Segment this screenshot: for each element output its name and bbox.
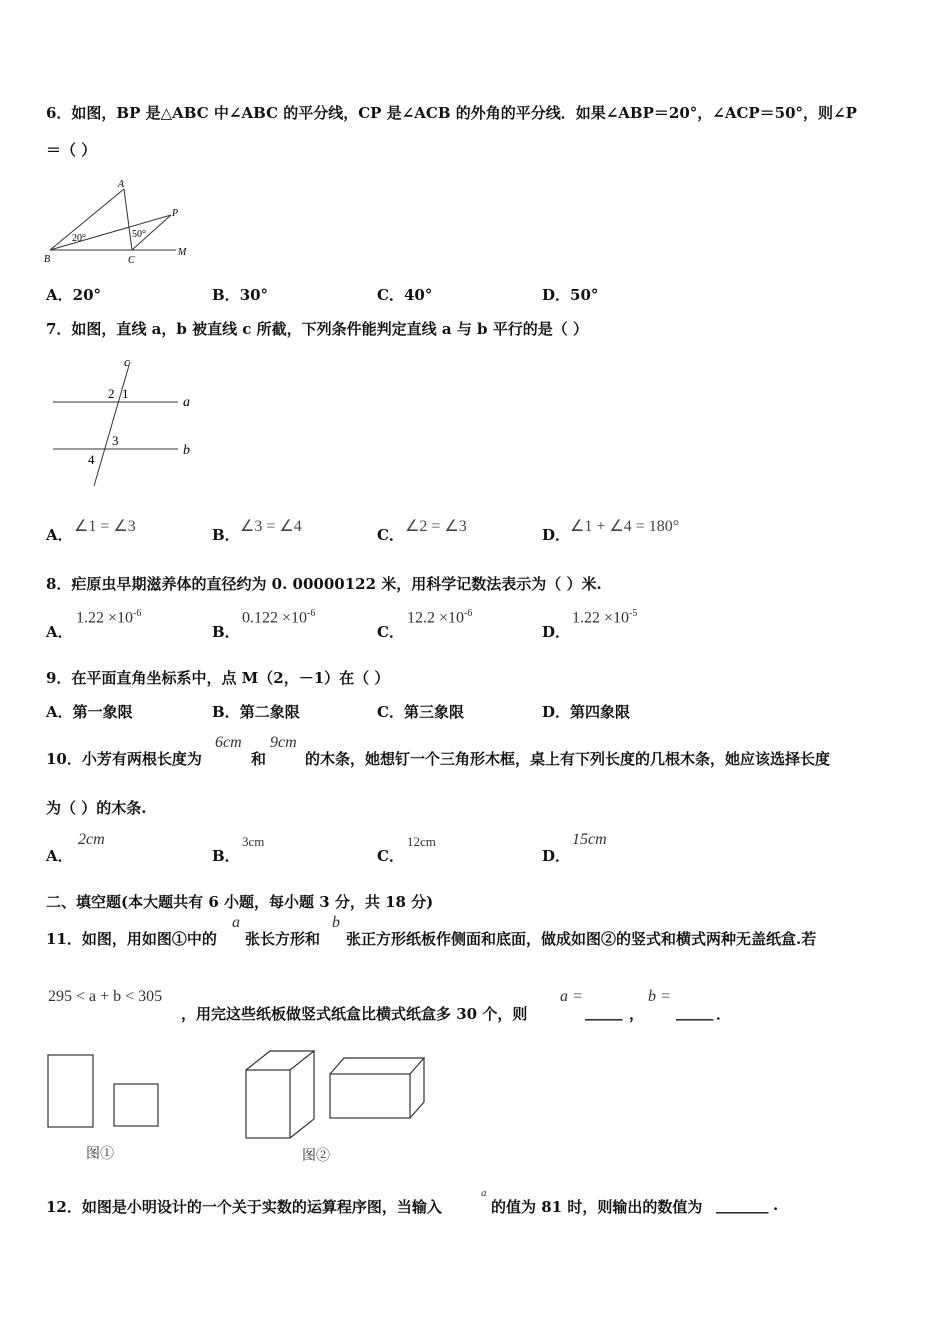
q10-and: 和 (251, 750, 267, 768)
q7-option-c-key[interactable]: C． (377, 526, 404, 544)
q8-option-a-val: $1.22 \times 10^{-6}$ (76, 608, 142, 627)
q11-text-part2: 张长方形和 (245, 930, 321, 948)
q7-line-c (94, 362, 130, 486)
q11-fig1-caption: 图① (86, 1147, 114, 1162)
q10-option-a-key[interactable]: A． (46, 847, 73, 865)
q10-option-c-key[interactable]: C． (377, 847, 404, 865)
q11-fig2-horizontal-box-side (410, 1058, 424, 1118)
q11-answer-a-label: a = (560, 988, 583, 1005)
q9-option-a[interactable]: A．第一象限 (46, 703, 133, 721)
q7-angle-2: 2 (108, 386, 115, 401)
q11-text-part4: ，用完这些纸板做竖式纸盒比横式纸盒多 30 个，则 (181, 1005, 528, 1023)
q8-text: 8．疟原虫早期滋养体的直径约为 0. 00000122 米，用科学记数法表示为（ ）米. (46, 575, 602, 593)
q6-angle-50: 50° (132, 229, 146, 240)
q11-fig2-horizontal-box-top (330, 1058, 424, 1074)
q7-label-c: c (124, 354, 130, 369)
section-heading-fill-in: 二、填空题(本大题共有 6 小题，每小题 3 分，共 18 分) (46, 893, 434, 911)
q11-text-part3: 张正方形纸板作侧面和底面，做成如图②的竖式和横式两种无盖纸盒.若 (346, 930, 817, 948)
q7-angle-3: 3 (112, 433, 119, 448)
q11-answer-a-blank[interactable]: _____ (585, 1003, 623, 1021)
q12-text-part1: 12．如图是小明设计的一个关于实数的运算程序图，当输入 (46, 1198, 442, 1216)
q10-option-d-key[interactable]: D． (542, 847, 571, 865)
q10-text-part2: 的木条，她想钉一个三角形木框，桌上有下列长度的几根木条，她应该选择长度 (305, 750, 831, 768)
q12-answer-blank[interactable]: _______ (716, 1196, 769, 1214)
q6-option-c[interactable]: C．40° (377, 286, 433, 304)
q9-text: 9．在平面直角坐标系中，点 M（2，－1）在（ ） (46, 669, 390, 687)
q11-var-b: b (332, 914, 340, 931)
q11-answer-b-blank[interactable]: _____ (676, 1003, 714, 1021)
q9-option-d[interactable]: D．第四象限 (542, 703, 631, 721)
q6-label-m: M (178, 247, 187, 258)
q7-text: 7．如图，直线 a，b 被直线 c 所截，下列条件能判定直线 a 与 b 平行的是（ ） (46, 320, 588, 338)
q11-fig2-vertical-box-side (290, 1051, 314, 1138)
q11-answer-b-label: b = (648, 988, 671, 1005)
q12-var-a: a (481, 1187, 487, 1199)
q7-option-b-key[interactable]: B． (212, 526, 240, 544)
q7-option-a-val: ∠1 = ∠3 (74, 518, 136, 535)
q6-label-a: A (118, 179, 125, 190)
q8-option-b-val: $0.122 \times 10^{-6}$ (242, 608, 316, 627)
q10-text-line2: 为（ ）的木条. (46, 799, 147, 817)
q6-label-b: B (44, 254, 51, 265)
q11-end: ． (716, 1005, 732, 1023)
q7-option-d-val: ∠1 + ∠4 = 180° (570, 518, 680, 535)
q10-option-b-val: 3cm (242, 834, 265, 849)
q8-option-c-key[interactable]: C． (377, 623, 404, 641)
q10-text-part1: 10．小芳有两根长度为 (46, 750, 202, 768)
q11-text-part1: 11．如图，用如图①中的 (46, 930, 217, 948)
q8-option-b-key[interactable]: B． (212, 623, 240, 641)
q10-option-c-val: 12cm (407, 834, 436, 849)
q6-text-line2: ＝（ ） (46, 141, 97, 159)
q7-option-c-val: ∠2 = ∠3 (405, 518, 467, 535)
q7-option-a-key[interactable]: A． (46, 526, 73, 544)
q7-label-b: b (183, 443, 190, 458)
q11-fig1-square (114, 1084, 158, 1126)
q7-figure (48, 352, 208, 490)
q10-option-d-val: 15cm (572, 831, 607, 848)
q11-figures (44, 1046, 444, 1170)
q8-option-a-key[interactable]: A． (46, 623, 73, 641)
q8-option-c-val: $12.2 \times 10^{-6}$ (407, 608, 473, 627)
q8-option-d-val: $1.22 \times 10^{-5}$ (572, 608, 638, 627)
q11-comma: ， (629, 1005, 645, 1023)
q10-option-b-key[interactable]: B． (212, 847, 240, 865)
q11-fig2-horizontal-box-front (330, 1074, 410, 1118)
q6-label-p: P (172, 208, 179, 219)
q6-option-d[interactable]: D．50° (542, 286, 599, 304)
q7-angle-1: 1 (122, 386, 129, 401)
q11-fig1-rectangle (48, 1055, 93, 1127)
q9-option-c[interactable]: C．第三象限 (377, 703, 464, 721)
q11-inequality: 295 < a + b < 305 (48, 988, 163, 1005)
q10-len2: 9cm (270, 734, 297, 751)
q12-text-part2: 的值为 81 时，则输出的数值为 (491, 1198, 703, 1216)
q6-option-a[interactable]: A．20° (46, 286, 102, 304)
q7-option-b-val: ∠3 = ∠4 (240, 518, 302, 535)
q6-option-b[interactable]: B．30° (212, 286, 269, 304)
q11-fig2-vertical-box-front (246, 1070, 290, 1138)
q7-option-d-key[interactable]: D． (542, 526, 571, 544)
q7-label-a: a (183, 395, 190, 410)
q6-figure (44, 175, 194, 267)
q6-angle-20: 20° (72, 233, 86, 244)
q11-fig2-vertical-box-top (246, 1051, 314, 1070)
q6-seg-ac (124, 189, 132, 250)
q12-end: . (773, 1196, 779, 1214)
q6-seg-ba (50, 189, 124, 250)
q11-fig2-caption: 图② (302, 1149, 330, 1164)
q6-text-line1: 6．如图，BP 是△ABC 中∠ABC 的平分线，CP 是∠ACB 的外角的平分线．如果∠ABP＝20°，∠ACP＝50°，则∠P (46, 104, 857, 122)
q11-var-a: a (232, 914, 240, 931)
q8-option-d-key[interactable]: D． (542, 623, 571, 641)
q10-len1: 6cm (215, 734, 242, 751)
q10-option-a-val: 2cm (78, 831, 105, 848)
q6-label-c: C (128, 255, 135, 266)
q6-seg-bp (50, 215, 171, 250)
q9-option-b[interactable]: B．第二象限 (212, 703, 300, 721)
q7-angle-4: 4 (88, 452, 95, 467)
